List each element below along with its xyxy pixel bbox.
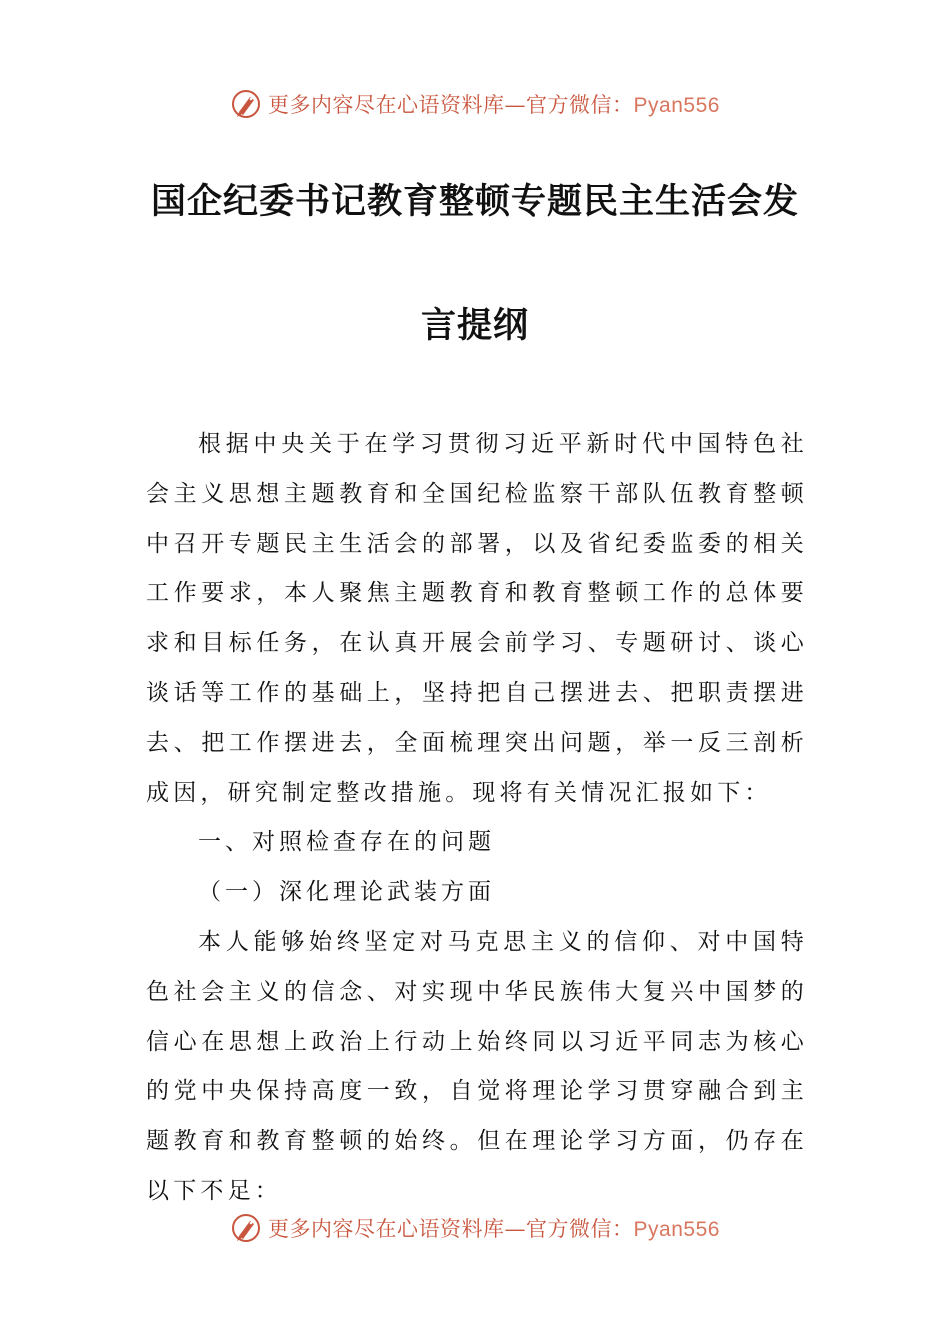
watermark-text: 更多内容尽在心语资料库—官方微信：Pyan556 <box>268 1217 720 1241</box>
header-watermark <box>0 84 950 124</box>
subsection-heading: （一）深化理论武装方面 <box>198 879 495 906</box>
pen-nib-logo-icon <box>230 88 262 120</box>
footer-watermark <box>0 1208 950 1248</box>
document-title-line-2: 言提纲 <box>420 306 529 346</box>
wechat-id: Pyan556 <box>633 94 720 117</box>
intro-paragraph: 根据中央关于在学习贯彻习近平新时代中国特色社会主义思想主题教育和全国纪检监察干部队伍教育整顿中召开专题民主生活会的部署，以及省纪委监委的相关工作要求，本人聚焦主题教育和教育整顿工作的总体要求和目标任务，在认真开展会前学习、专题研讨、谈心谈话等工作的基础上，坚持把自己摆进去、把职责摆进去、把工作摆进去，全面梳理突出问题，举一反三剖析成因，研究制定整改措施。现将有关情况汇报如下： <box>146 431 808 806</box>
pen-nib-logo-icon <box>230 1212 262 1244</box>
wechat-id: Pyan556 <box>633 1218 720 1241</box>
document-body <box>146 420 808 1217</box>
section-heading: 一、对照检查存在的问题 <box>198 829 495 856</box>
watermark-text: 更多内容尽在心语资料库—官方微信：Pyan556 <box>268 93 720 117</box>
document-title-line-1: 国企纪委书记教育整顿专题民主生活会发 <box>150 182 799 222</box>
body-paragraph: 本人能够始终坚定对马克思主义的信仰、对中国特色社会主义的信念、对实现中华民族伟大复兴中国梦的信心在思想上政治上行动上始终同以习近平同志为核心的党中央保持高度一致，自觉将理论学习贯穿融合到主题教育和教育整顿的始终。但在理论学习方面，仍存在以下不足： <box>146 928 808 1204</box>
